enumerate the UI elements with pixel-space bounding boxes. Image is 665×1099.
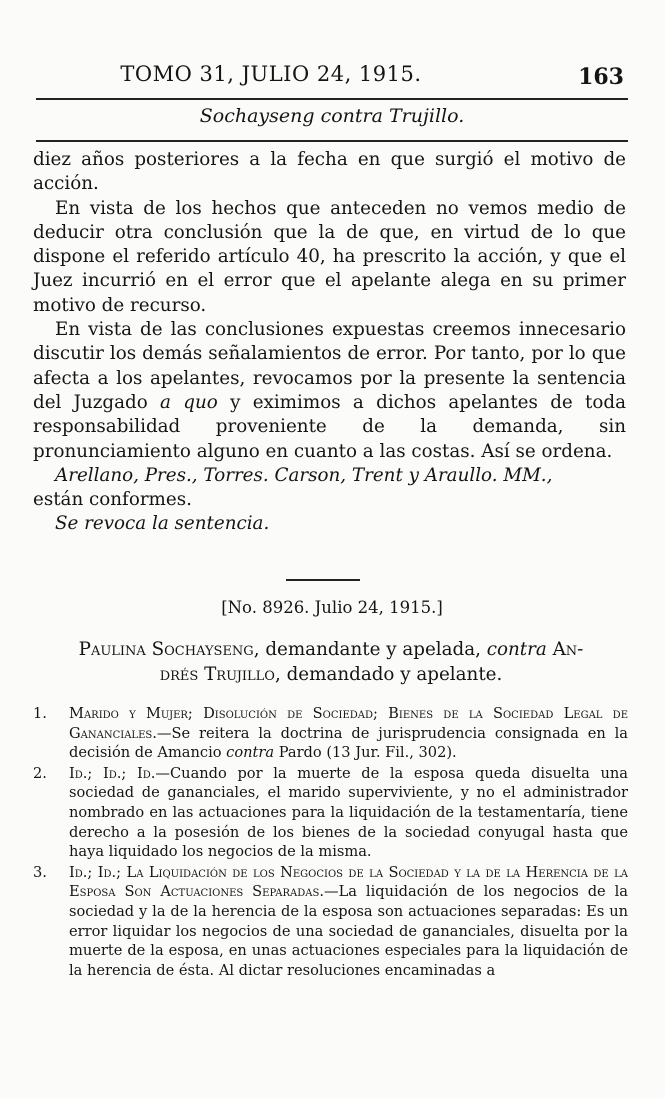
syllabus bbox=[33, 704, 628, 980]
section-divider bbox=[286, 579, 360, 581]
paragraph-continuation: diez años posteriores a la fecha en que surgió el motivo de acción. bbox=[33, 149, 626, 195]
concurring-justices: Arellano, Pres., Torres. Carson, Trent y Araullo. MM., están conformes. bbox=[33, 464, 553, 511]
paragraph-ruling: En vista de las conclusiones expuestas creemos innecesario discutir los demás señalamientos de error. Por tanto, por lo que afecta a los apelantes, revocamos por la presente la sentencia del Juzgado a quo y eximimos a dichos apelantes de toda responsabilidad proveniente de la demanda, sin pronunciamiento alguno en cuanto a las costas. Así se ordena. bbox=[33, 319, 626, 462]
case-caption: Sochayseng contra Trujillo. bbox=[199, 105, 465, 127]
running-head: TOMO 31, JULIO 24, 1915. bbox=[120, 62, 422, 86]
paragraph-conclusion: En vista de los hechos que anteceden no vemos medio de deducir otra conclusión que la de que, en virtud de lo que dispone el referido artículo 40, ha prescrito la acción, y que el Juez incurrió en el error que el apelante alega en su primer motivo de recurso. bbox=[33, 197, 626, 316]
page-number: 163 bbox=[578, 64, 624, 90]
caption-rule bbox=[36, 140, 628, 142]
syllabus-item: 1. Marido y Mujer; Disolución de Sociedad; Bienes de la Sociedad Legal de Gananciales.—Se reitera la doctrina de jurisprudencia consignada en la decisión de Amancio contra Pardo (13 Jur. Fil., 302). bbox=[33, 705, 628, 762]
syllabus-item: 2. Id.; Id.; Id.—Cuando por la muerte de la esposa queda disuelta una sociedad de gananciales, el marido superviviente, y no el administrador nombrado en las actuaciones para la liquidación de la testamentaría, tiene derecho a la posesión de los bienes de la sociedad conyugal hasta que haya liquidado los negocios de la misma. bbox=[33, 764, 628, 861]
docket-line: [No. 8926. Julio 24, 1915.] bbox=[221, 598, 443, 617]
verdict: Se revoca la sentencia. bbox=[55, 513, 270, 535]
syllabus-item: 3. Id.; Id.; La Liquidación de los Negocios de la Sociedad y la de la Herencia de la Esposa Son Actuaciones Separadas.—La liquidación de los negocios de la sociedad y la de la herencia de la esposa son actuaciones separadas: Es un error liquidar los negocios de una sociedad de gananciales, disuelta por la muerte de la esposa, en unas actuaciones especiales para la liquidación de la herencia de ésta. Al dictar resoluciones encaminadas a bbox=[33, 863, 629, 979]
opinion-body bbox=[33, 148, 626, 537]
header-rule bbox=[36, 98, 628, 100]
case-title: Paulina Sochayseng, demandante y apelada, contra An- drés Trujillo, demandado y apelante. bbox=[78, 639, 584, 685]
page-header bbox=[36, 58, 628, 98]
